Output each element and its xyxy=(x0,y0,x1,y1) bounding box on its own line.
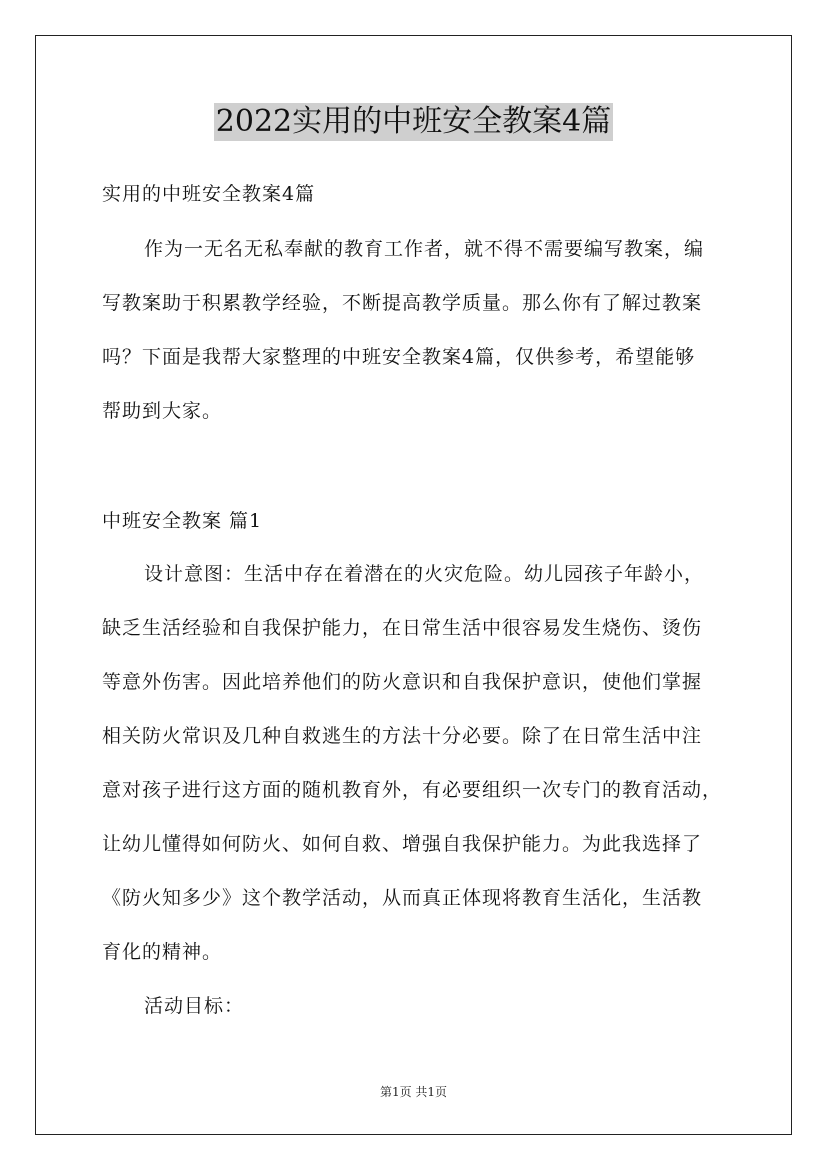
intro-line: 帮助到大家。 xyxy=(102,400,223,422)
body-line: 《防火知多少》这个教学活动，从而真正体现将教育生活化，生活教 xyxy=(102,887,703,909)
body-line: 缺乏生活经验和自我保护能力，在日常生活中很容易发生烧伤、烫伤 xyxy=(102,617,703,639)
body-line: 设计意图：生活中存在着潜在的火灾危险。幼儿园孩子年龄小， xyxy=(144,563,705,585)
page-footer: 第1页 共1页 xyxy=(379,1085,448,1099)
body-line: 等意外伤害。因此培养他们的防火意识和自我保护意识，使他们掌握 xyxy=(102,671,703,693)
body-line: 育化的精神。 xyxy=(102,941,223,963)
title-container xyxy=(0,103,827,141)
section-heading: 中班安全教案 篇1 xyxy=(102,510,263,532)
document-title: 2022实用的中班安全教案4篇 xyxy=(215,104,612,139)
intro-line: 作为一无名无私奉献的教育工作者，就不得不需要编写教案，编 xyxy=(144,238,705,260)
intro-line: 吗？下面是我帮大家整理的中班安全教案4篇，仅供参考，希望能够 xyxy=(102,346,696,368)
intro-line: 写教案助于积累教学经验，不断提高教学质量。那么你有了解过教案 xyxy=(102,292,703,314)
body-line: 让幼儿懂得如何防火、如何自救、增强自我保护能力。为此我选择了 xyxy=(102,833,703,855)
body-line: 意对孩子进行这方面的随机教育外，有必要组织一次专门的教育活动， xyxy=(102,779,723,801)
subtitle: 实用的中班安全教案4篇 xyxy=(102,183,316,205)
body-line: 相关防火常识及几种自救逃生的方法十分必要。除了在日常生活中注 xyxy=(102,725,703,747)
activity-goal-heading: 活动目标： xyxy=(144,995,245,1017)
